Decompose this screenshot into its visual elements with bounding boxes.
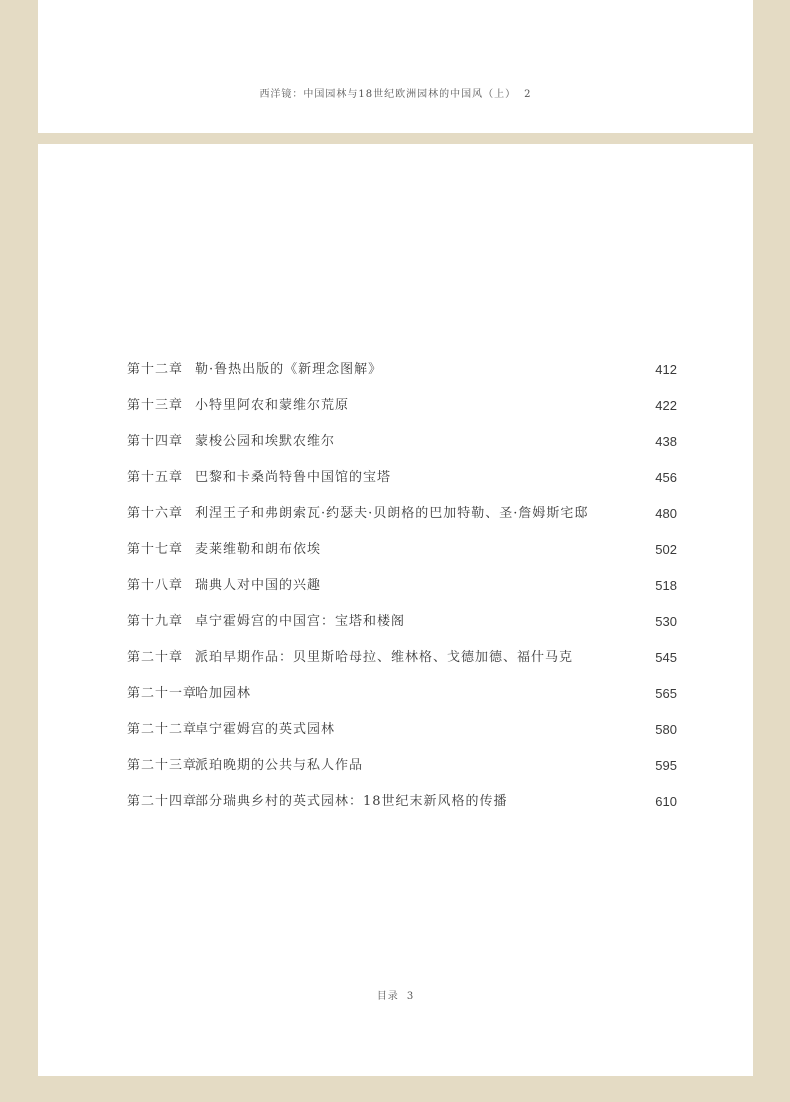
toc-page-number: 438 (655, 434, 677, 449)
toc-chapter-title: 瑞典人对中国的兴趣 (195, 578, 322, 593)
toc-entry[interactable] (127, 432, 677, 468)
toc-entry[interactable] (127, 720, 677, 756)
toc-entry[interactable] (127, 648, 677, 684)
toc-entry[interactable] (127, 504, 677, 540)
toc-page-number: 518 (655, 578, 677, 593)
running-header (38, 85, 753, 100)
toc-chapter-number: 第二十三章 (127, 758, 198, 773)
toc-chapter-number: 第二十二章 (127, 722, 198, 737)
toc-chapter-number: 第十八章 (127, 578, 184, 593)
toc-chapter-number: 第十七章 (127, 542, 184, 557)
toc-chapter-title: 卓宁霍姆宫的中国宫：宝塔和楼阁 (195, 614, 406, 629)
toc-entry[interactable] (127, 468, 677, 504)
table-of-contents (127, 360, 677, 828)
toc-entry[interactable] (127, 756, 677, 792)
toc-chapter-number: 第二十章 (127, 650, 184, 665)
toc-entry[interactable] (127, 360, 677, 396)
toc-chapter-title: 派珀早期作品：贝里斯哈母拉、维林格、戈德加德、福什马克 (195, 650, 574, 665)
toc-page-number: 502 (655, 542, 677, 557)
toc-chapter-title: 蒙梭公园和埃默农维尔 (195, 434, 336, 449)
toc-page-number: 456 (655, 470, 677, 485)
toc-chapter-title: 派珀晚期的公共与私人作品 (195, 758, 364, 773)
toc-chapter-number: 第十三章 (127, 398, 184, 413)
toc-chapter-title: 小特里阿农和蒙维尔荒原 (195, 398, 350, 413)
toc-chapter-title: 哈加园林 (195, 686, 252, 701)
toc-page-number: 610 (655, 794, 677, 809)
toc-entry[interactable] (127, 684, 677, 720)
toc-chapter-title: 部分瑞典乡村的英式园林：18世纪末新风格的传播 (195, 794, 508, 809)
toc-chapter-number: 第二十四章 (127, 794, 198, 809)
toc-chapter-title: 麦莱维勒和朗布依埃 (195, 542, 322, 557)
toc-chapter-number: 第十五章 (127, 470, 184, 485)
toc-chapter-title: 卓宁霍姆宫的英式园林 (195, 722, 336, 737)
previous-page (38, 0, 753, 133)
toc-entry[interactable] (127, 612, 677, 648)
toc-chapter-title: 巴黎和卡桑尚特鲁中国馆的宝塔 (195, 470, 392, 485)
page-footer (38, 987, 753, 1002)
toc-page-number: 412 (655, 362, 677, 377)
toc-page-number: 565 (655, 686, 677, 701)
toc-page-number: 480 (655, 506, 677, 521)
toc-page-number: 530 (655, 614, 677, 629)
toc-page-number: 422 (655, 398, 677, 413)
toc-chapter-number: 第二十一章 (127, 686, 198, 701)
footer-section-label: 目录 (376, 991, 399, 1002)
toc-page-number: 545 (655, 650, 677, 665)
toc-entry[interactable] (127, 540, 677, 576)
footer-page-number: 3 (406, 991, 415, 1002)
toc-entry[interactable] (127, 792, 677, 828)
contents-page (38, 144, 753, 1076)
toc-chapter-number: 第十二章 (127, 362, 184, 377)
toc-chapter-title: 勒·鲁热出版的《新理念图解》 (195, 362, 383, 377)
toc-chapter-number: 第十四章 (127, 434, 184, 449)
toc-chapter-number: 第十六章 (127, 506, 184, 521)
toc-chapter-number: 第十九章 (127, 614, 184, 629)
toc-entry[interactable] (127, 396, 677, 432)
toc-page-number: 580 (655, 722, 677, 737)
running-header-title: 西洋镜：中国园林与18世纪欧洲园林的中国风（上） (259, 89, 517, 100)
toc-page-number: 595 (655, 758, 677, 773)
toc-entry[interactable] (127, 576, 677, 612)
running-header-page-number: 2 (524, 89, 532, 100)
toc-chapter-title: 利涅王子和弗朗索瓦·约瑟夫·贝朗格的巴加特勒、圣·詹姆斯宅邸 (195, 506, 589, 521)
